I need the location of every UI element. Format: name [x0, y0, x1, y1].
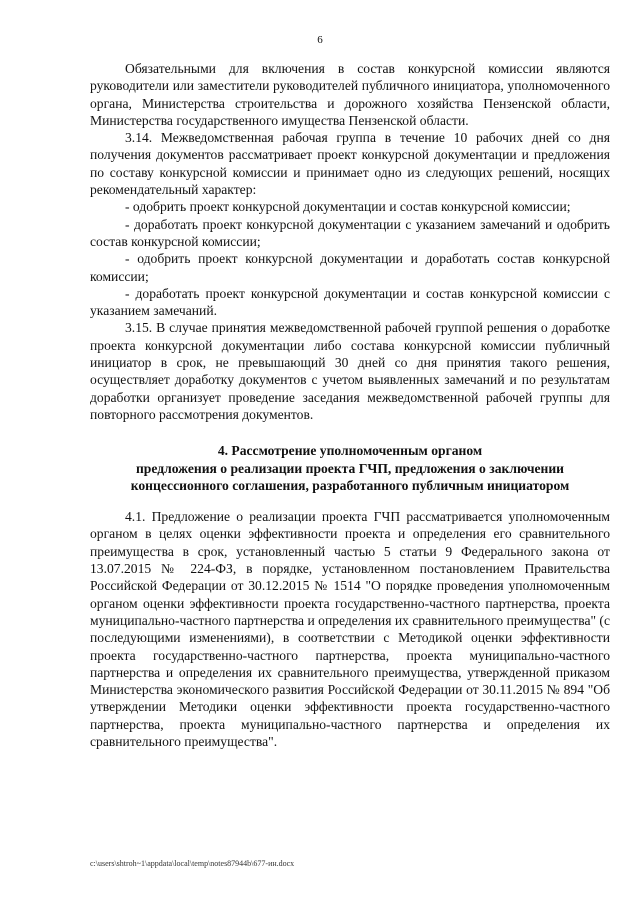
list-item-revise-docs-approve-commission: - доработать проект конкурсной документации с указанием замечаний и одобрить состав конкурсной комиссии;	[90, 216, 610, 249]
section-4-heading-line: 4. Рассмотрение уполномоченным органом	[217, 443, 483, 459]
list-item-approve-both: - одобрить проект конкурсной документации и состав конкурсной комиссии;	[125, 199, 571, 215]
paragraph-4-1: 4.1. Предложение о реализации проекта ГЧП рассматривается уполномоченным органом в целях оценки эффективности проекта и определения его сравнительного преимущества в срок, установленный частью 5 статьи 9 Федерального закона от 13.07.2015 № 224-ФЗ, в порядке, установленном постановлением Правительства Российской Федерации от 30.12.2015 № 1514 "О порядке проведения уполномоченным органом оценки эффективности проекта государственно-частного партнерства, проекта муниципально-частного партнерства и определения их сравнительного преимущества" (с последующими изменениями), в соответствии с Методикой оценки эффективности проекта государственно-частного партнерства, проекта муниципально-частного партнерства и определения их сравнительного преимущества, утвержденной приказом Министерства экономического развития Российской Федерации от 30.11.2015 № 894 "Об утверждении Методики оценки эффективности проекта государственно-частного партнерства, проекта муниципально-частного партнерства и определения их сравнительного преимущества".	[90, 509, 610, 749]
list-item-revise-both: - доработать проект конкурсной документации и состав конкурсной комиссии с указанием замечаний.	[90, 285, 610, 319]
paragraph-commission-members: Обязательными для включения в состав конкурсной комиссии являются руководители или заместители руководителей публичного инициатора, уполномоченного органа, Министерства строительства и дорожного хозяйства Пензенской области, Министерства государственного имущества Пензенской области.	[90, 61, 610, 128]
paragraph-3-15: 3.15. В случае принятия межведомственной рабочей группой решения о доработке проекта конкурсной документации либо состава конкурсной комиссии публичный инициатор в срок, не превышающий 30 дней со дня принятия такого решения, осуществляет доработку документов с учетом выявленных замечаний и по результатам доработки организует проведение заседания межведомственной рабочей группы для повторного рассмотрения документов.	[90, 320, 610, 422]
document-body	[90, 60, 610, 750]
page-number: 6	[317, 34, 323, 46]
section-4-heading-line: предложения о реализации проекта ГЧП, предложения о заключении	[135, 460, 565, 476]
footer-file-path: c:\users\shtroh~1\appdata\local\temp\notes87944b\677-ин.docx	[90, 859, 295, 868]
paragraph-3-14: 3.14. Межведомственная рабочая группа в течение 10 рабочих дней со дня получения документов рассматривает проект конкурсной документации и предложения по составу конкурсной комиссии и принимает одно из следующих решений, носящих рекомендательный характер:	[90, 130, 610, 198]
section-4-heading-line: концессионного соглашения, разработанного публичным инициатором	[130, 477, 570, 493]
section-4-heading	[90, 442, 610, 494]
list-item-approve-docs-revise-commission: - одобрить проект конкурсной документации и доработать состав конкурсной комиссии;	[90, 251, 610, 284]
